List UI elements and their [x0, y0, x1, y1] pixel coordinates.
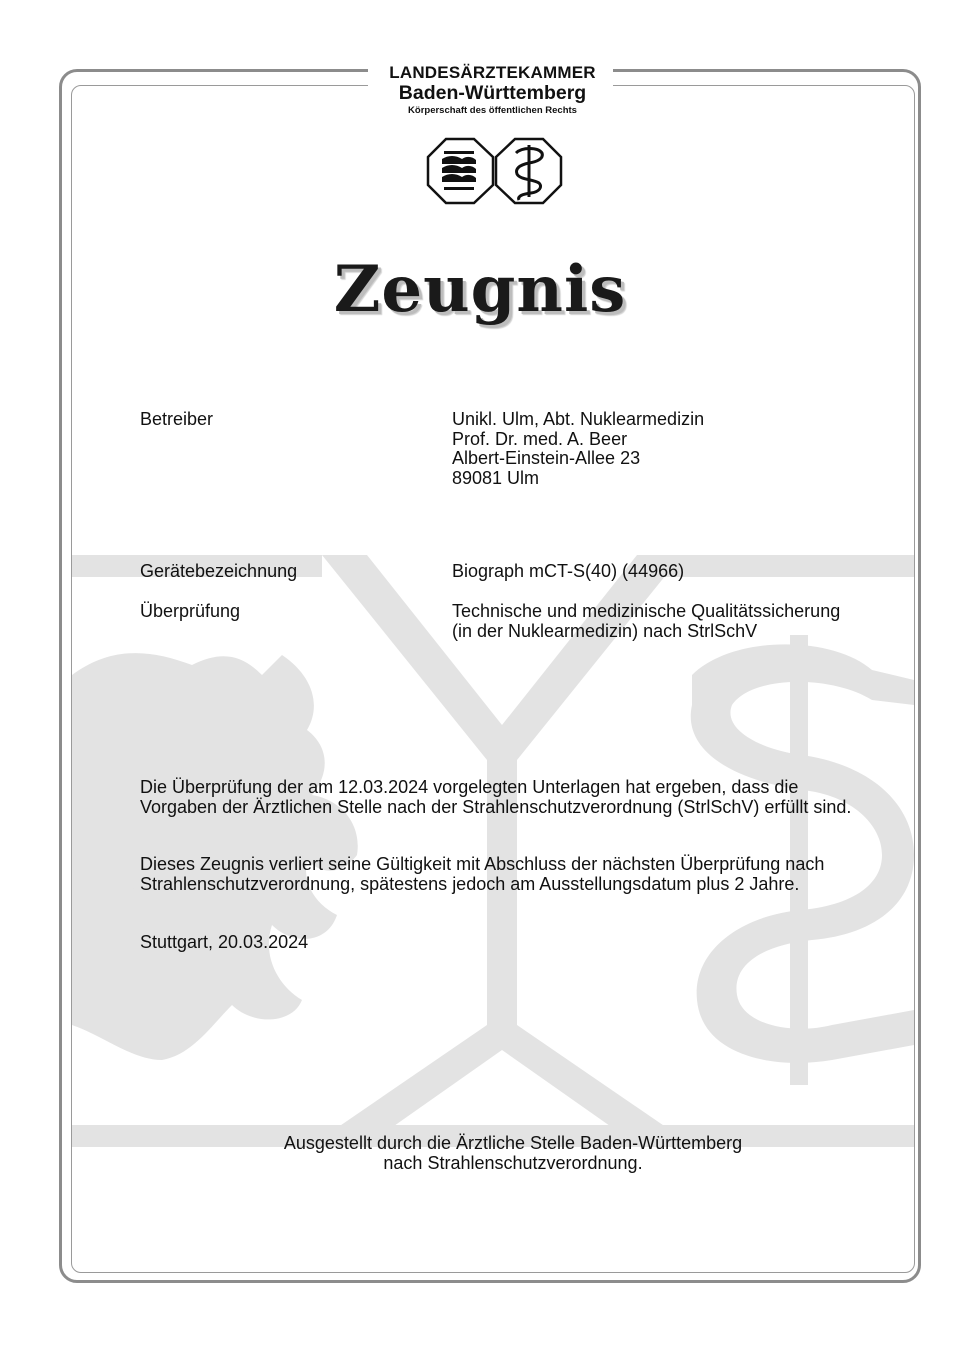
footer-line: nach Strahlenschutzverordnung.: [383, 1153, 643, 1173]
inspection-label: Überprüfung: [140, 601, 241, 621]
inspection-line: Technische und medizinische Qualitätssicherung: [452, 601, 841, 621]
operator-value: [452, 410, 704, 488]
result-paragraph: Die Überprüfung der am 12.03.2024 vorgelegten Unterlagen hat ergeben, dass die Vorgaben der Ärztlichen Stelle nach der Strahlenschutzverordnung (StrlSchV) erfüllt sind.: [140, 777, 852, 817]
coat-of-arms-seals-icon: [426, 137, 563, 205]
operator-line: 89081 Ulm: [452, 467, 540, 488]
issuer-state: Baden-Württemberg: [398, 82, 587, 104]
watermark-emblem-icon: [72, 555, 914, 1150]
operator-line: Unikl. Ulm, Abt. Nuklearmedizin: [452, 409, 705, 429]
device-label: Gerätebezeichnung: [140, 561, 298, 581]
issuer-org-name: LANDESÄRZTEKAMMER: [389, 63, 596, 82]
place-date: Stuttgart, 20.03.2024: [140, 932, 309, 952]
device-value: Biograph mCT-S(40) (44966): [452, 561, 685, 581]
validity-paragraph: Dieses Zeugnis verliert seine Gültigkeit mit Abschluss der nächsten Überprüfung nach Strahlenschutzverordnung, spätestens jedoch am Ausstellungsdatum plus 2 Jahre.: [140, 854, 825, 894]
operator-line: Albert-Einstein-Allee 23: [452, 448, 641, 468]
footer-line: Ausgestellt durch die Ärztliche Stelle Baden-Württemberg: [283, 1133, 743, 1153]
operator-line: Prof. Dr. med. A. Beer: [452, 428, 628, 449]
issuer-subtitle: Körperschaft des öffentlichen Rechts: [408, 105, 577, 116]
issuer-footer: [0, 1133, 960, 1173]
operator-label: Betreiber: [140, 409, 214, 429]
inspection-line: (in der Nuklearmedizin) nach StrlSchV: [452, 620, 758, 641]
issuer-header: [370, 64, 615, 117]
document-title: Zeugnis: [333, 252, 627, 327]
inspection-value: [452, 602, 840, 641]
